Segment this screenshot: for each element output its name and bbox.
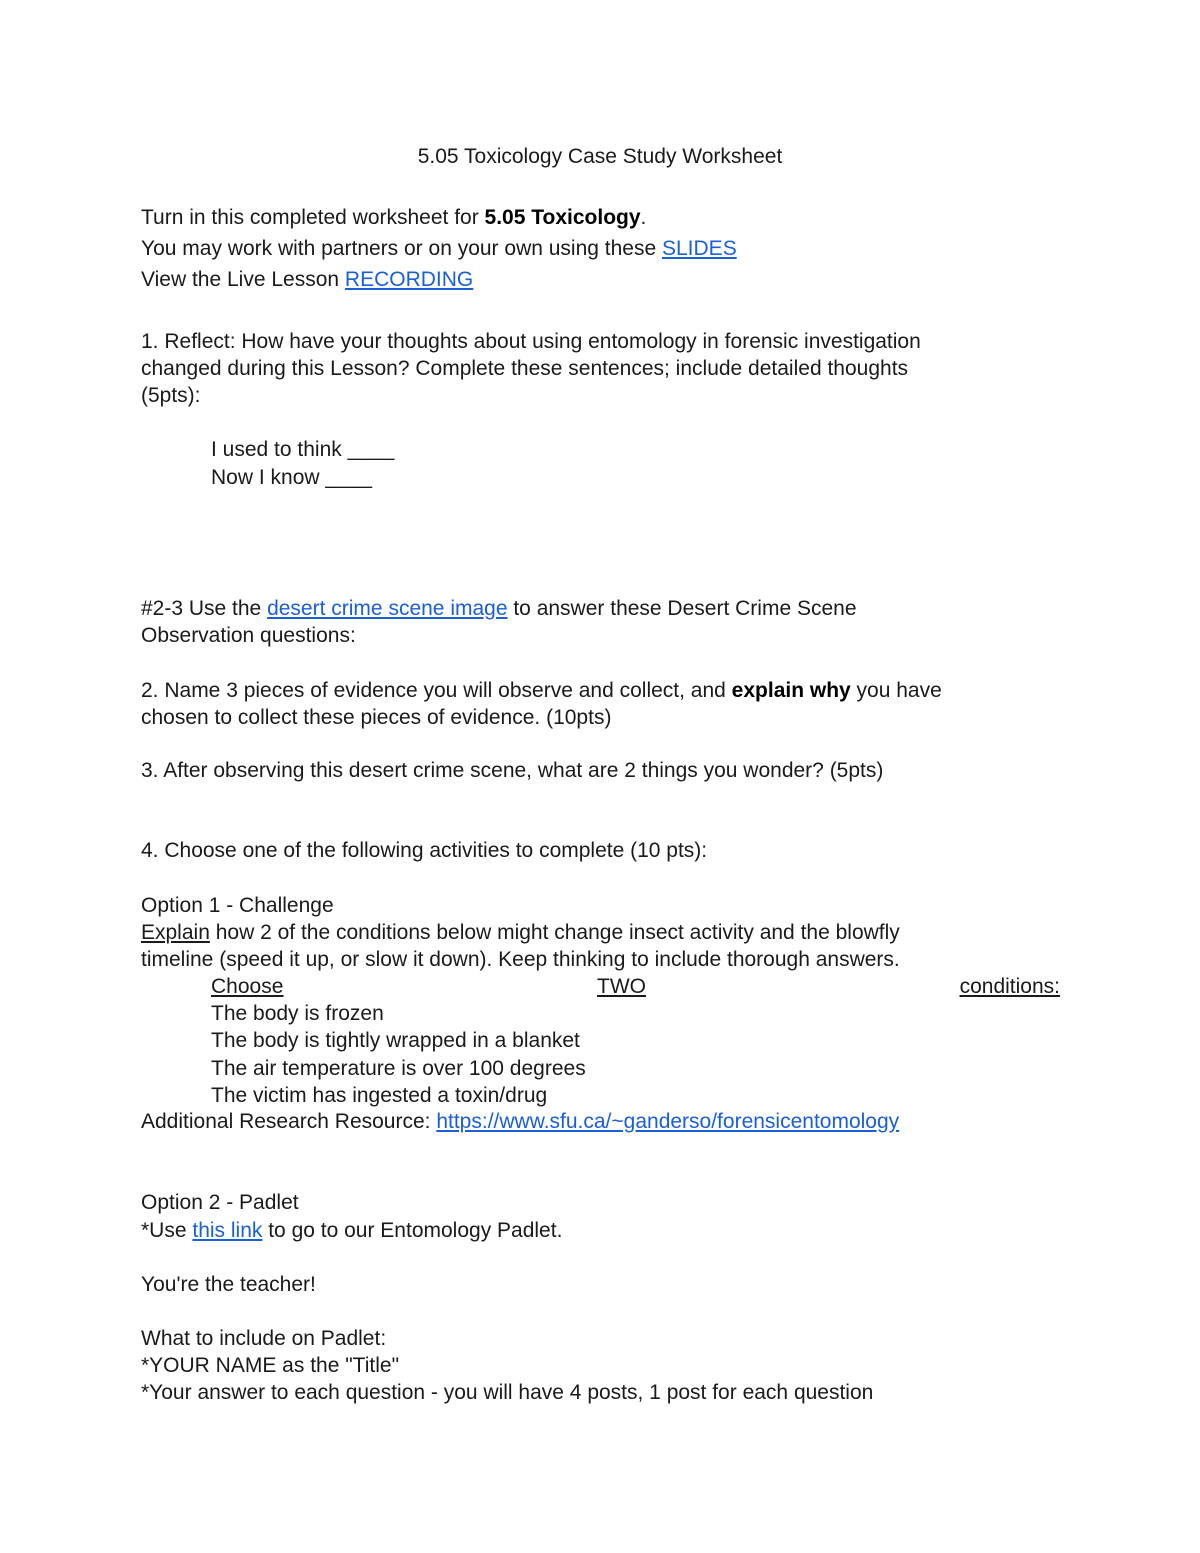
used-to-think-prompt: I used to think ____ bbox=[211, 438, 395, 461]
option2-heading: Option 2 - Padlet bbox=[141, 1191, 299, 1214]
include-item: *Your answer to each question - you will have 4 posts, 1 post for each question bbox=[141, 1381, 874, 1404]
turn-in-line: Turn in this completed worksheet for 5.05 Toxicology. bbox=[141, 206, 647, 229]
option1-heading: Option 1 - Challenge bbox=[141, 894, 334, 917]
q23-intro-line-2: Observation questions: bbox=[141, 624, 356, 647]
q1-line-3: (5pts): bbox=[141, 384, 201, 407]
q1-line-2: changed during this Lesson? Complete these sentences; include detailed thoughts bbox=[141, 357, 909, 380]
now-i-know-prompt: Now I know ____ bbox=[211, 466, 373, 489]
q3-text: 3. After observing this desert crime scene, what are 2 things you wonder? (5pts) bbox=[141, 759, 884, 782]
research-resource-link[interactable]: https://www.sfu.ca/~ganderso/forensicentomology bbox=[436, 1110, 900, 1133]
q1-line-1: 1. Reflect: How have your thoughts about using entomology in forensic investigation bbox=[141, 330, 921, 353]
research-resource-line: Additional Research Resource: https://www.sfu.ca/~ganderso/forensicentomology bbox=[141, 1110, 900, 1133]
q2-line-2: chosen to collect these pieces of evidence. (10pts) bbox=[141, 706, 612, 729]
slides-link[interactable]: SLIDES bbox=[662, 237, 737, 260]
page-title: 5.05 Toxicology Case Study Worksheet bbox=[417, 145, 783, 168]
desert-crime-scene-link[interactable]: desert crime scene image bbox=[267, 597, 508, 620]
padlet-link-line: *Use this link to go to our Entomology Padlet. bbox=[141, 1219, 563, 1242]
partners-line: You may work with partners or on your own using these SLIDES bbox=[141, 237, 737, 260]
option1-line-1: Explain how 2 of the conditions below might change insect activity and the blowfly bbox=[141, 921, 900, 944]
q2-line-1: 2. Name 3 pieces of evidence you will observe and collect, and explain why you have bbox=[141, 679, 942, 702]
condition-item: The body is tightly wrapped in a blanket bbox=[211, 1029, 580, 1052]
recording-line: View the Live Lesson RECORDING bbox=[141, 268, 474, 291]
condition-item: The victim has ingested a toxin/drug bbox=[211, 1084, 548, 1107]
choose-two-conditions: Choose TWO conditions: bbox=[211, 975, 1060, 998]
q4-text: 4. Choose one of the following activities to complete (10 pts): bbox=[141, 839, 708, 862]
q23-intro-line-1: #2-3 Use the desert crime scene image to answer these Desert Crime Scene bbox=[141, 597, 857, 620]
option1-line-2: timeline (speed it up, or slow it down). Keep thinking to include thorough answers. bbox=[141, 948, 900, 971]
padlet-link[interactable]: this link bbox=[192, 1219, 263, 1242]
include-heading: What to include on Padlet: bbox=[141, 1327, 387, 1350]
recording-link[interactable]: RECORDING bbox=[344, 268, 474, 291]
include-item: *YOUR NAME as the "Title" bbox=[141, 1354, 400, 1377]
condition-item: The body is frozen bbox=[211, 1002, 384, 1025]
condition-item: The air temperature is over 100 degrees bbox=[211, 1057, 586, 1080]
teacher-line: You're the teacher! bbox=[141, 1273, 316, 1296]
